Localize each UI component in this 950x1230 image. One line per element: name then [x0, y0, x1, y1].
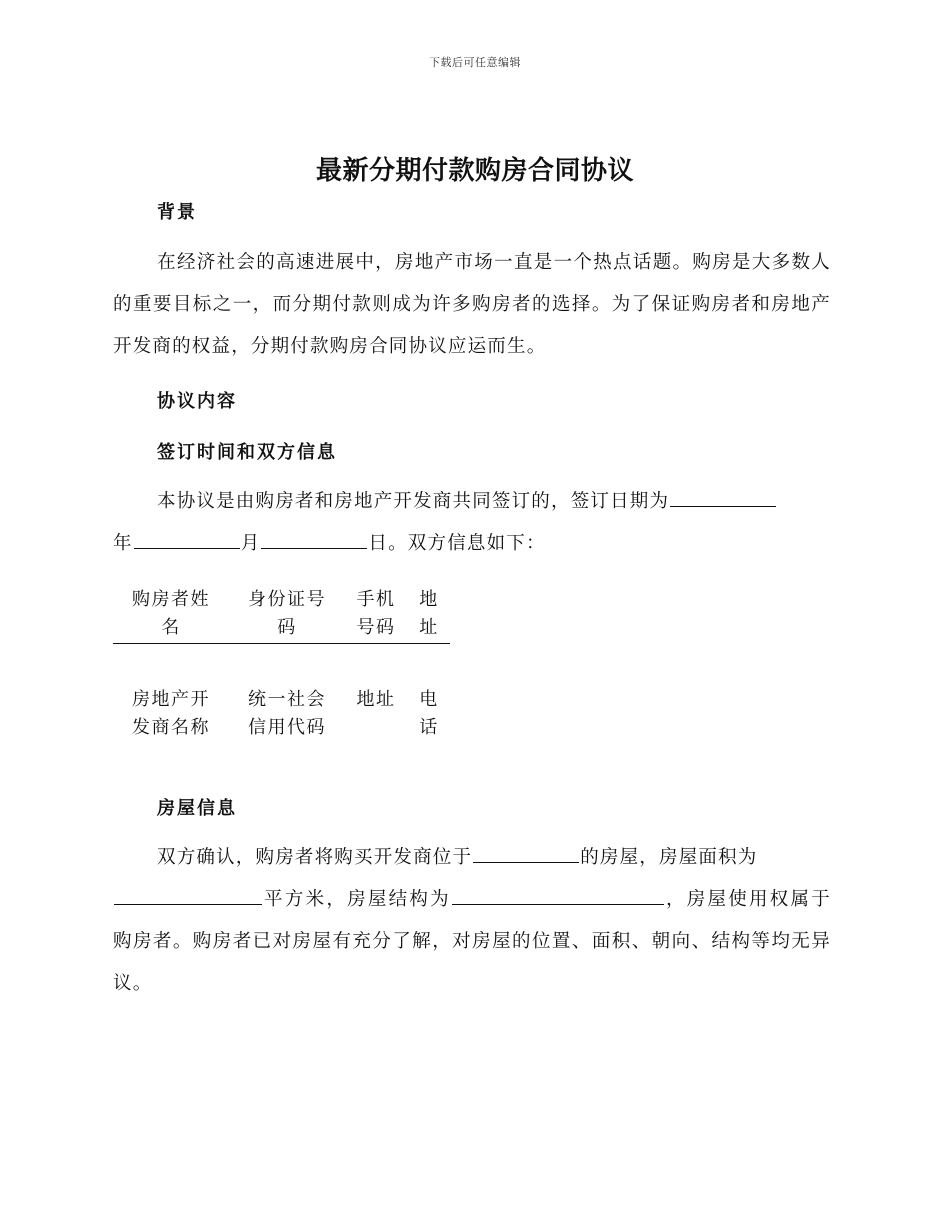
developer-header-phone: 电话 — [419, 689, 439, 738]
heading-house: 房屋信息 — [157, 798, 237, 819]
blank-sign-month[interactable] — [134, 530, 240, 549]
developer-header-name: 房地产开发商名称 — [132, 689, 210, 738]
blank-sign-day[interactable] — [261, 530, 367, 549]
house-text-area-intro: 的房屋，房屋面积为 — [580, 847, 758, 868]
buyer-table-rule — [113, 643, 450, 644]
paragraph-house — [113, 837, 831, 1005]
document-title: 最新分期付款购房合同协议 — [315, 156, 634, 186]
buyer-header-id: 身份证号码 — [248, 589, 326, 638]
buyer-header-address: 地址 — [419, 589, 439, 638]
page-header-note: 下载后可任意编辑 — [429, 56, 521, 69]
paragraph-background — [113, 242, 831, 368]
buyer-info-table — [113, 586, 450, 646]
signing-text-intro: 本协议是由购房者和房地产开发商共同签订的，签订日期为 — [157, 491, 670, 512]
heading-background: 背景 — [157, 202, 197, 223]
buyer-header-name: 购房者姓名 — [132, 589, 210, 638]
signing-text-day: 日。双方信息如下： — [368, 533, 546, 554]
house-text-ownership: ，房屋使用权属于购房者。购房者已对房屋有充分了解，对房屋的位置、面积、朝向、结构等均无异议。 — [113, 889, 831, 994]
buyer-header-phone: 手机号码 — [356, 589, 396, 638]
paragraph-signing — [113, 481, 831, 565]
heading-signing: 签订时间和双方信息 — [157, 442, 337, 463]
blank-house-location[interactable] — [473, 844, 579, 863]
signing-text-year: 年 — [113, 533, 133, 554]
blank-house-area[interactable] — [114, 886, 262, 905]
paragraph-background-text: 在经济社会的高速进展中，房地产市场一直是一个热点话题。购房是大多数人的重要目标之一，而分期付款则成为许多购房者的选择。为了保证购房者和房地产开发商的权益，分期付款购房合同协议应运而生。 — [113, 252, 831, 357]
signing-text-month: 月 — [240, 533, 261, 554]
heading-agreement: 协议内容 — [157, 391, 237, 412]
blank-sign-date[interactable] — [670, 488, 776, 507]
developer-info-table — [113, 686, 450, 746]
blank-house-structure[interactable] — [452, 886, 664, 905]
developer-header-address: 地址 — [356, 689, 396, 710]
house-text-location-intro: 双方确认，购房者将购买开发商位于 — [157, 847, 473, 868]
house-text-structure-intro: 平方米，房屋结构为 — [263, 889, 451, 910]
developer-header-credit-code: 统一社会信用代码 — [248, 689, 326, 738]
